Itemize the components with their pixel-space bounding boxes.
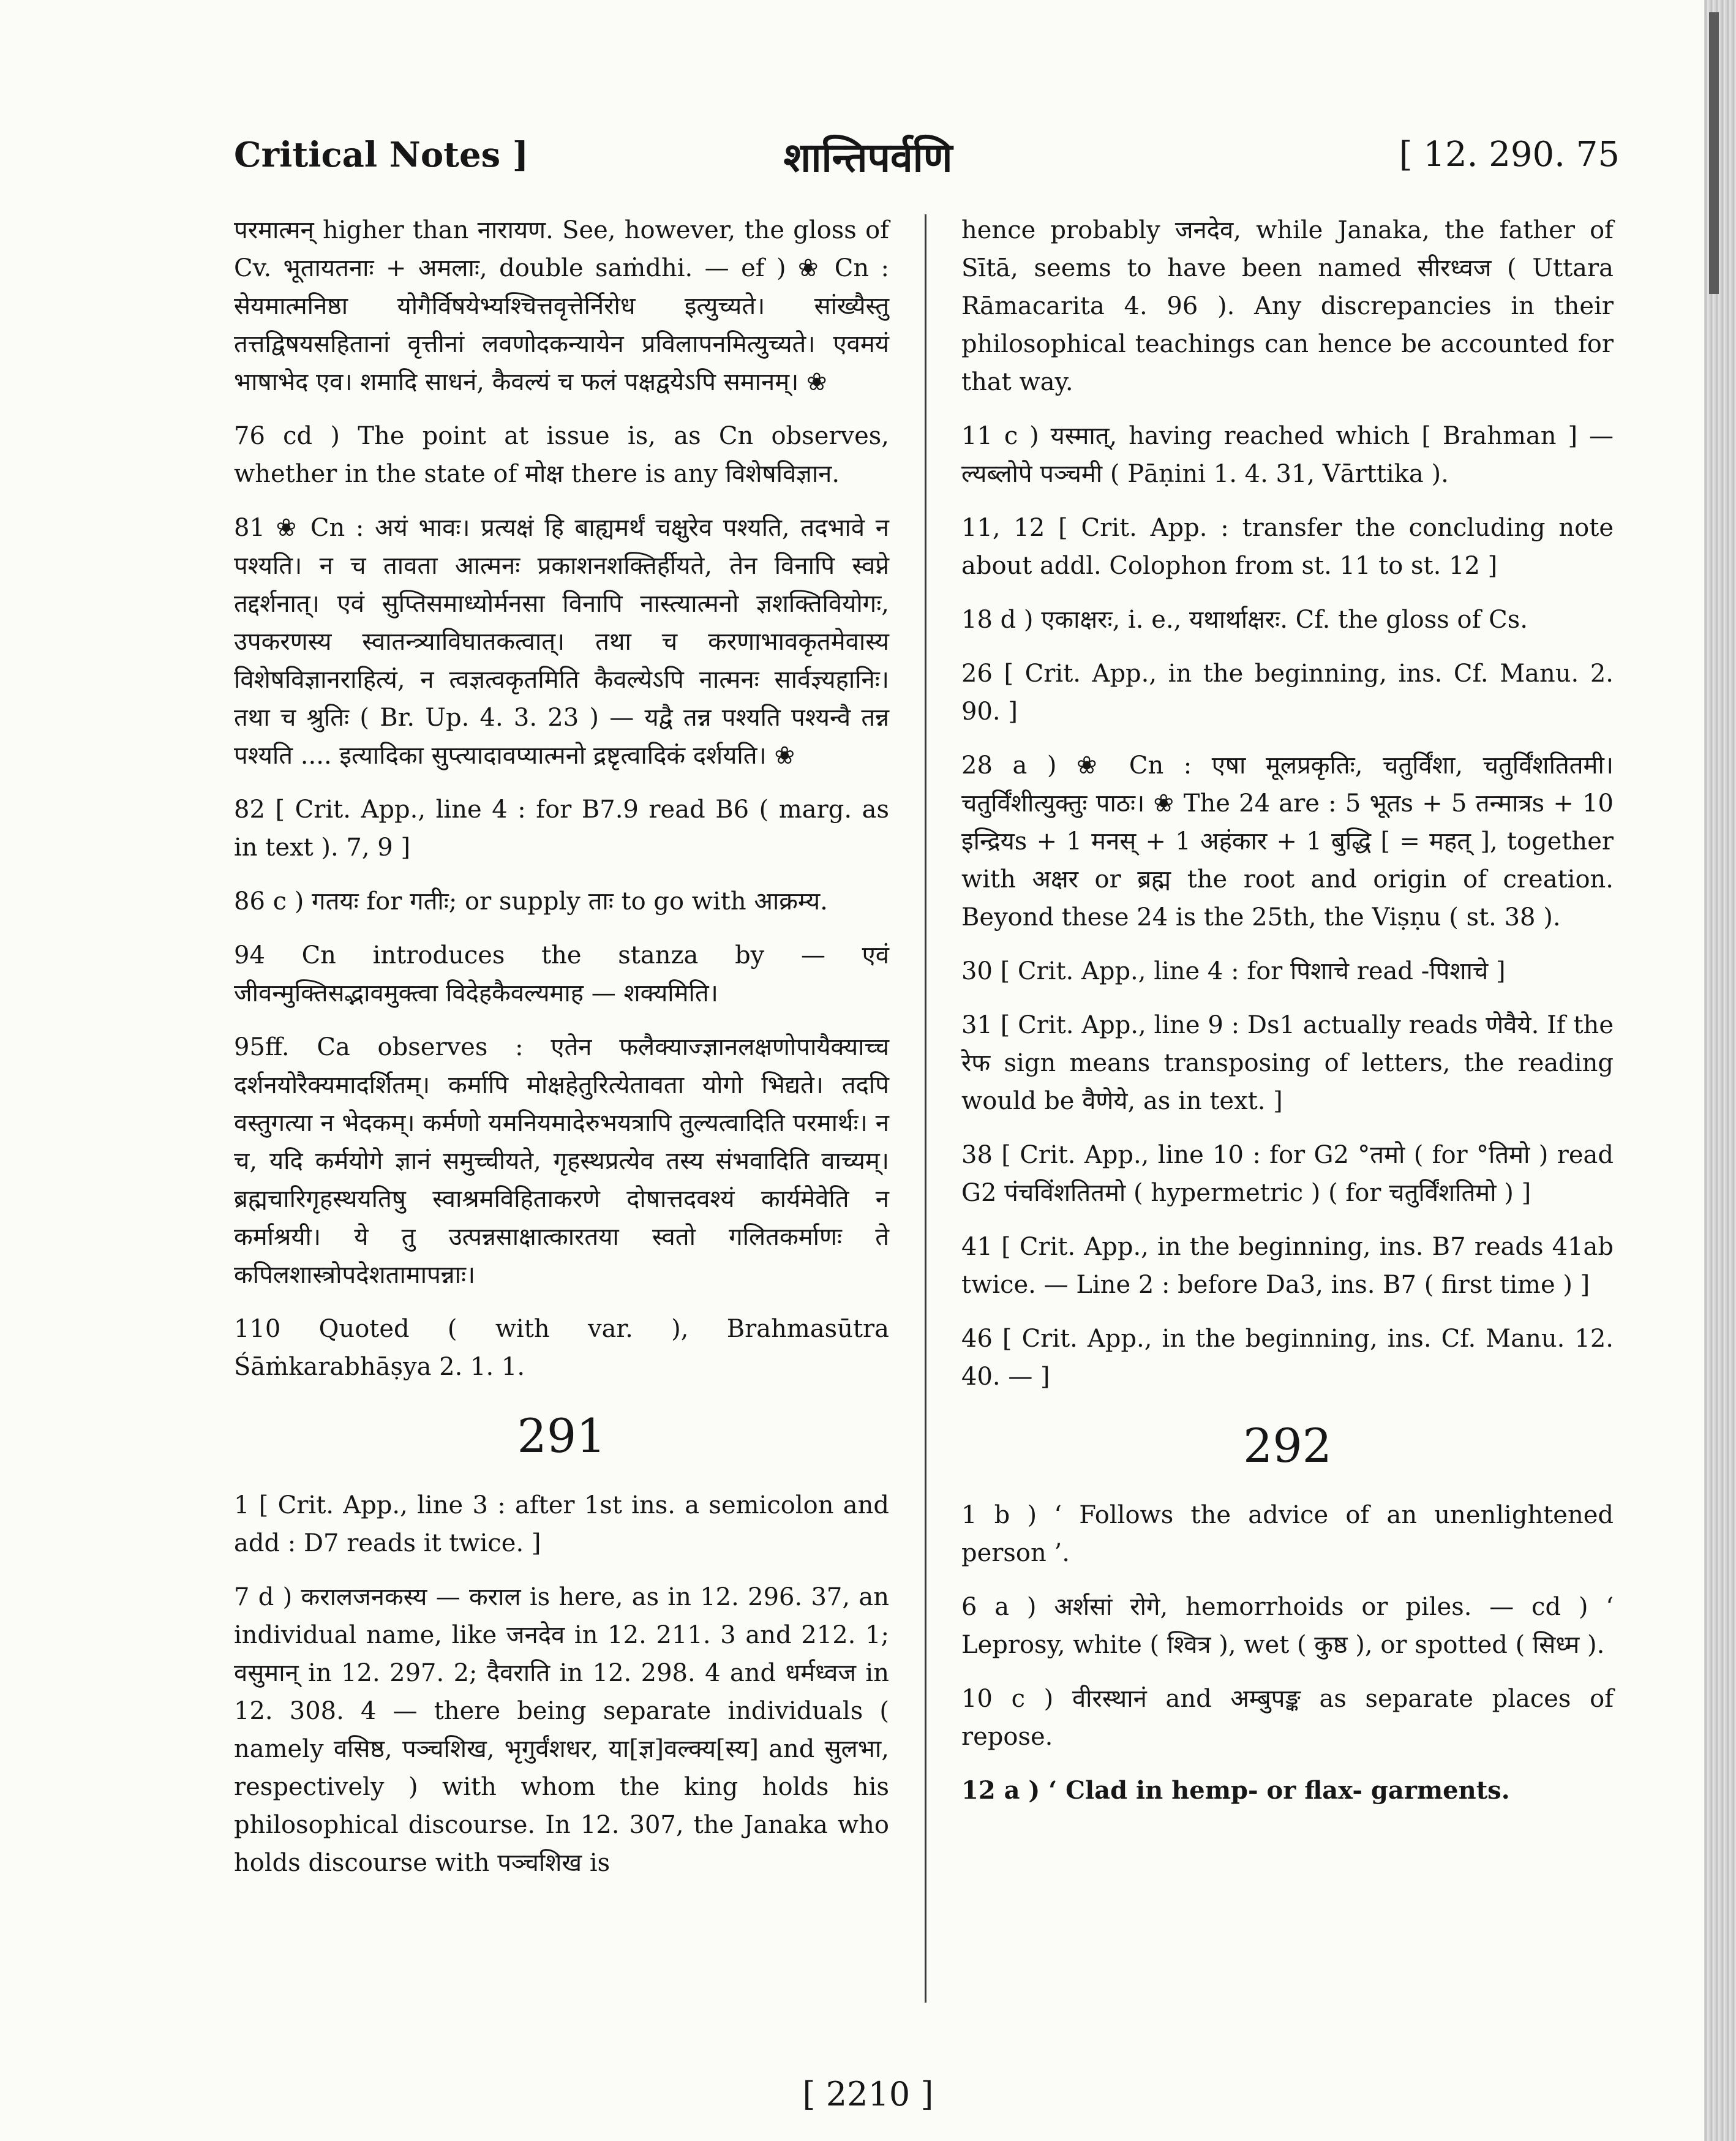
note-291-38: 38 [ Crit. App., line 10 : for G2 °तमो ( for °तिमो ) read G2 पंचविंशतितमो ( hypermetric ) ( for चतुर्विंशतिमो ) ]	[961, 1141, 1614, 1207]
note-291-41: 41 [ Crit. App., in the beginning, ins. B7 reads 41ab twice. — Line 2 : before Da3, ins. B7 ( first time ) ]	[961, 1233, 1614, 1299]
note-81: 81 ❀ Cn : अयं भावः। प्रत्यक्षं हि बाह्यमर्थं चक्षुरेव पश्यति, तदभावे न पश्यति। न च तावता आत्मनः प्रकाशनशक्तिर्हीयते, तेन विनापि स्वप्ने तद्दर्शनात्। एवं सुप्तिसमाध्योर्मनसा विनापि नास्त्यात्मनो ज्ञशक्तिवियोगः, उपकरणस्य स्वातन्त्र्याविघातकत्वात्। तथा च करणाभावकृतमेवास्य विशेषविज्ञानराहित्यं, न त्वज्ञत्वकृतमिति कैवल्येऽपि नात्मनः सार्वज्ञ्यहानिः। तथा च श्रुतिः ( Br. Up. 4. 3. 23 ) — यद्वै तन्न पश्यति पश्यन्वै तन्न पश्यति .... इत्यादिका सुप्त्यादावप्यात्मनो द्रष्टृत्वादिकं दर्शयति। ❀	[234, 514, 889, 770]
scan-edge	[1704, 0, 1736, 2141]
section-heading-291: 291	[517, 1409, 606, 1463]
section-heading-292: 292	[1242, 1418, 1332, 1473]
note-291-7: 7 d ) करालजनकस्य — कराल is here, as in 12. 296. 37, an individual name, like जनदेव in 12. 211. 3 and 212. 1; वसुमान् in 12. 297. 2; दैवराति in 12. 298. 4 and धर्मध्वज in 12. 308. 4 — there being separate individuals ( namely वसिष्ठ, पञ्चशिख, भृगुर्वंशधर, या[ज्ञ]वल्क्य[स्य] and सुलभा, respectively ) with whom the king holds his philosophical discourse. In 12. 307, the Janaka who holds discourse with पञ्चशिख is	[234, 1583, 889, 1877]
column-divider	[925, 214, 926, 2003]
note-291-26: 26 [ Crit. App., in the beginning, ins. Cf. Manu. 2. 90. ]	[961, 660, 1614, 726]
right-column	[961, 211, 1614, 1826]
running-head-left: Critical Notes ]	[234, 135, 529, 175]
left-column	[234, 211, 889, 1898]
note-292-12: 12 a ) ‘ Clad in hemp- or flax- garments.	[961, 1776, 1510, 1805]
note-110: 110 Quoted ( with var. ), Brahmasūtra Śāṁkarabhāṣya 2. 1. 1.	[234, 1315, 889, 1381]
note-291-11-12: 11, 12 [ Crit. App. : transfer the concluding note about addl. Colophon from st. 11 to st. 12 ]	[961, 514, 1614, 580]
note-82: 82 [ Crit. App., line 4 : for B7.9 read B6 ( marg. as in text ). 7, 9 ]	[234, 796, 889, 862]
note-76: 76 cd ) The point at issue is, as Cn observes, whether in the state of मोक्ष there is any विशेषविज्ञान.	[234, 422, 889, 488]
note-94: 94 Cn introduces the stanza by — एवं जीवन्मुक्तिसद्भावमुक्त्वा विदेहकैवल्यमाह — शक्यमिति।	[234, 941, 889, 1007]
running-head-title: शान्तिपर्वणि	[783, 134, 953, 181]
note-291-28: 28 a ) ❀ Cn : एषा मूलप्रकृतिः, चतुर्विंशा, चतुर्विंशतितमी। चतुर्विंशीत्युक्तुः पाठः। ❀ The 24 are : 5 भूतs + 5 तन्मात्रs + 10 इन्द्रियs + 1 मनस् + 1 अहंकार + 1 बुद्धि [ = महत् ], together with अक्षर or ब्रह्म the root and origin of creation. Beyond these 24 is the 25th, the Viṣṇu ( st. 38 ).	[961, 751, 1614, 931]
note-86: 86 c ) गतयः for गतीः; or supply ताः to go with आक्रम्य.	[234, 887, 828, 916]
running-head-reference: [ 12. 290. 75	[1399, 135, 1620, 175]
note-291-46: 46 [ Crit. App., in the beginning, ins. Cf. Manu. 12. 40. — ]	[961, 1325, 1614, 1391]
note-291-18: 18 d ) एकाक्षरः, i. e., यथार्थाक्षरः. Cf. the gloss of Cs.	[961, 606, 1528, 634]
note-291-1: 1 [ Crit. App., line 3 : after 1st ins. a semicolon and add : D7 reads it twice. ]	[234, 1491, 889, 1557]
note-291-30: 30 [ Crit. App., line 4 : for पिशाचे read -पिशाचे ]	[961, 957, 1506, 985]
note-7-continued: hence probably जनदेव, while Janaka, the father of Sītā, seems to have been named सीरध्वज ( Uttara Rāmacarita 4. 96 ). Any discrepancies in their philosophical teachings can hence be accounted for that way.	[961, 216, 1614, 396]
note-292-6: 6 a ) अर्शसां रोगे, hemorrhoids or piles. — cd ) ‘ Leprosy, white ( श्वित्र ), wet ( कुष्ठ ), or spotted ( सिध्म ).	[961, 1593, 1614, 1659]
note-75: परमात्मन् higher than नारायण. See, however, the gloss of Cv. भूतायतनाः + अमलाः, double saṁdhi. — ef ) ❀ Cn : सेयमात्मनिष्ठा योगैर्विषयेभ्यश्चित्तवृत्तेर्निरोध इत्युच्यते। सांख्यैस्तु तत्तद्विषयसहितानां वृत्तीनां लवणोदकन्यायेन प्रविलापनमित्युच्यते। एवमयं भाषाभेद एव। शमादि साधनं, कैवल्यं च फलं पक्षद्वयेऽपि समानम्। ❀	[234, 216, 889, 396]
note-95ff: 95ff. Ca observes : एतेन फलैक्याज्ज्ञानलक्षणोपायैक्याच्च दर्शनयोरैक्यमादर्शितम्। कर्मापि मोक्षहेतुरित्येतावता योगो भिद्यते। तदपि वस्तुगत्या न भेदकम्। कर्मणो यमनियमादेरुभयत्रापि तुल्यत्वादिति परमार्थः। न च, यदि कर्मयोगे ज्ञानं समुच्चीयते, गृहस्थप्रत्येव तस्य संभवादिति वाच्यम्। ब्रह्मचारिगृहस्थयतिषु स्वाश्रमविहिताकरणे दोषात्तदवश्यं कार्यमेवेति न कर्माश्रयी। ये तु उत्पन्नसाक्षात्कारतया स्वतो गलितकर्माणः ते कपिलशास्त्रोपदेशतामापन्नाः।	[234, 1033, 889, 1289]
note-291-11: 11 c ) यस्मात्, having reached which [ Brahman ] — ल्यब्लोपे पञ्चमी ( Pāṇini 1. 4. 31, Vārttika ).	[961, 422, 1614, 488]
note-291-31: 31 [ Crit. App., line 9 : Ds1 actually reads णेवैये. If the रेफ sign means transposing of letters, the reading would be वैणेये, as in text. ]	[961, 1011, 1614, 1115]
page-number: [ 2210 ]	[802, 2075, 934, 2113]
note-292-10: 10 c ) वीरस्थानं and अम्बुपङ्क as separate places of repose.	[961, 1685, 1614, 1751]
note-292-1: 1 b ) ‘ Follows the advice of an unenlightened person ’.	[961, 1501, 1614, 1567]
